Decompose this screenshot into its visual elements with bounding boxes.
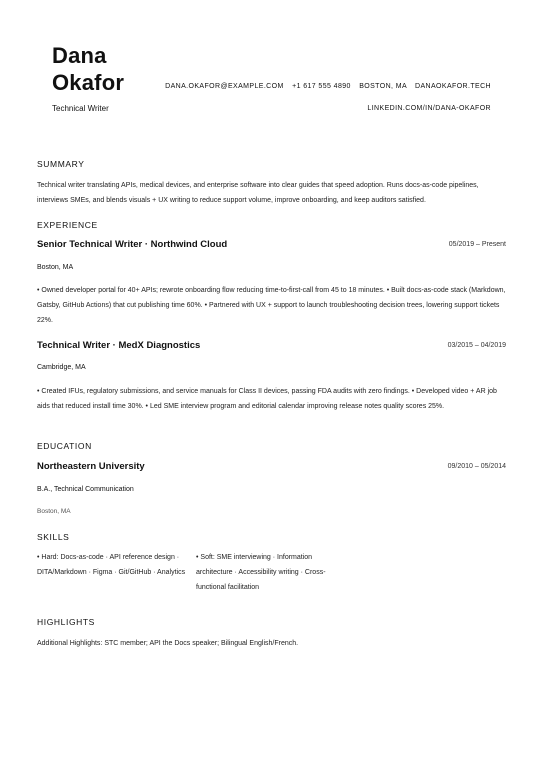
job-dates: 05/2019 – Present <box>448 241 506 248</box>
job-title: Technical Writer · MedX Diagnostics <box>37 340 201 351</box>
education-heading: EDUCATION <box>37 441 92 451</box>
highlights-heading: HIGHLIGHTS <box>37 617 95 627</box>
job-location: Boston, MA <box>37 264 74 271</box>
highlights-text: Additional Highlights: STC member; API the Docs speaker; Bilingual English/French. <box>37 640 299 647</box>
website: DANAOKAFOR.TECH <box>414 83 491 90</box>
contact-line <box>159 83 491 90</box>
summary-text: Technical writer translating APIs, medical devices, and enterprise software into clear guides that speed adoption. Runs docs-as-code pipelines, interviews SMEs, and blends visuals + UX writing to reduce support volume, improve onboarding, and keep auditors satisfied. <box>37 182 479 204</box>
job-location: Cambridge, MA <box>37 364 86 371</box>
school-name: Northeastern University <box>37 461 145 472</box>
education-dates: 09/2010 – 05/2014 <box>447 463 506 470</box>
first-name: Dana <box>52 43 107 68</box>
job-dates: 03/2015 – 04/2019 <box>447 342 506 349</box>
location: BOSTON, MA <box>359 83 407 90</box>
hard-skills: • Hard: Docs-as-code · API reference design · DITA/Markdown · Figma · Git/GitHub · Analytics <box>37 554 186 576</box>
candidate-name <box>52 42 124 96</box>
email: DANA.OKAFOR@EXAMPLE.COM <box>165 83 284 90</box>
degree: B.A., Technical Communication <box>37 486 134 493</box>
job-tagline: Technical Writer <box>52 104 109 113</box>
education-location: Boston, MA <box>37 508 71 515</box>
experience-heading: EXPERIENCE <box>37 220 98 230</box>
soft-skills: • Soft: SME interviewing · Information architecture · Accessibility writing · Cross-functional facilitation <box>196 554 326 591</box>
job-details: • Owned developer portal for 40+ APIs; rewrote onboarding flow reducing time-to-first-call from 45 to 18 minutes. • Built docs-as-code stack (Markdown, Gatsby, GitHub Actions) that cut publishing time 60%. • Partnered with UX + support to launch troubleshooting decision trees, lowering support tickets 22%. <box>37 287 506 324</box>
skills-heading: SKILLS <box>37 532 70 542</box>
last-name: Okafor <box>52 70 125 95</box>
phone: +1 617 555 4890 <box>292 83 351 90</box>
job-details: • Created IFUs, regulatory submissions, and service manuals for Class II devices, passing FDA audits with zero findings. • Developed video + AR job aids that reduced install time 30%. • Led SME interview program and editorial calendar improving release notes quality scores 25%. <box>37 388 497 410</box>
summary-heading: SUMMARY <box>37 159 85 169</box>
job-title: Senior Technical Writer · Northwind Cloud <box>37 239 228 250</box>
linkedin: LINKEDIN.COM/IN/DANA-OKAFOR <box>367 105 491 112</box>
